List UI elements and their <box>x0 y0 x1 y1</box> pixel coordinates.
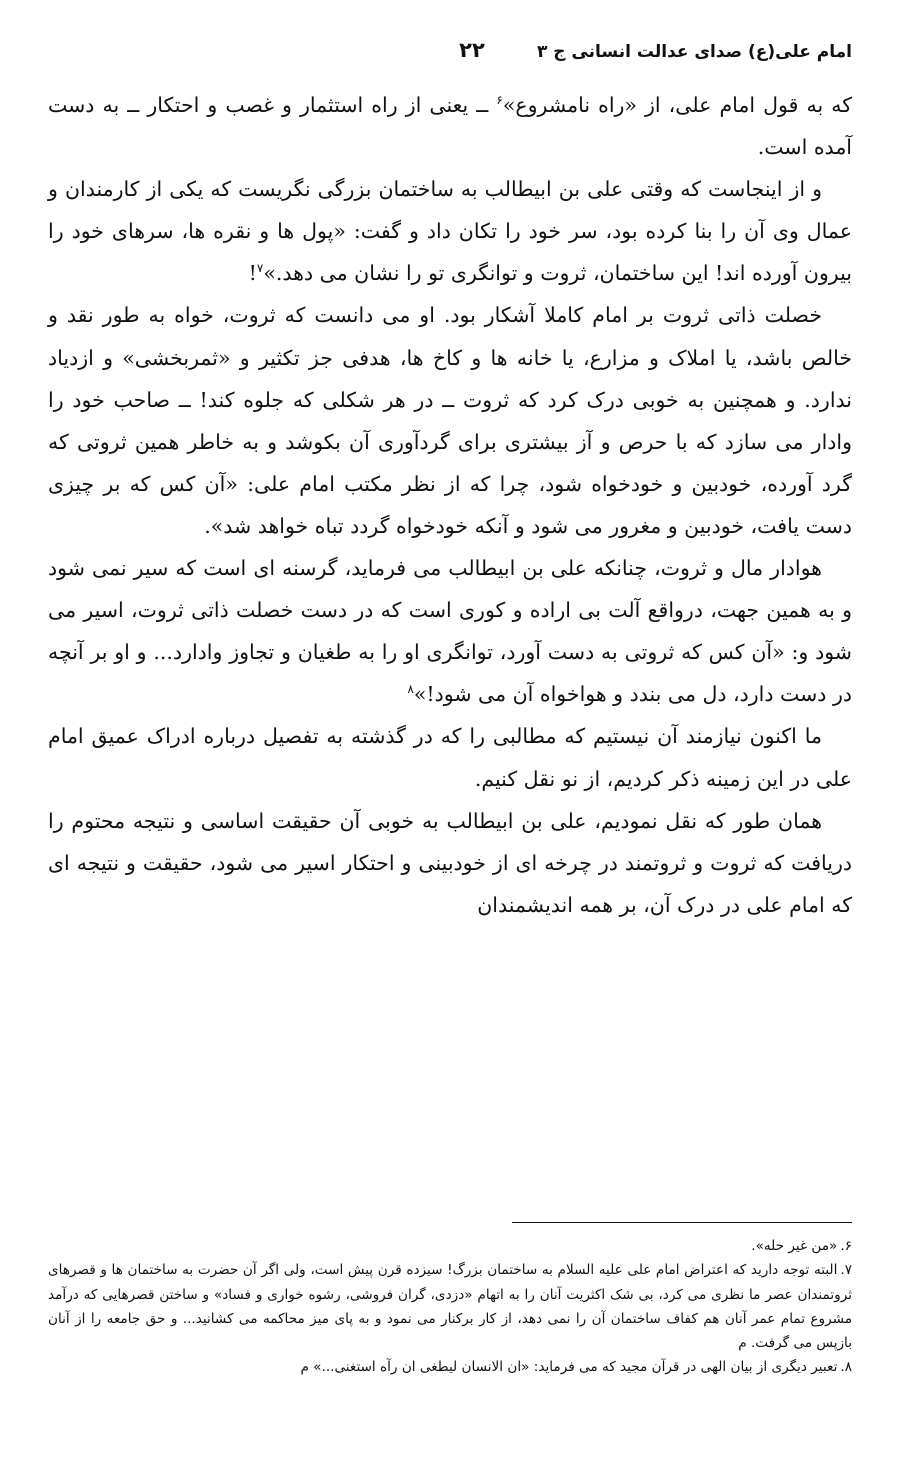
footnote-ref-6[interactable]: ۶ <box>496 93 503 108</box>
paragraph-2 <box>48 168 852 294</box>
paragraph-4 <box>48 547 852 715</box>
footnote-7 <box>48 1258 852 1355</box>
footnote-8 <box>48 1355 852 1379</box>
footnote-text: تعبیر دیگری از بیان الهی در قرآن مجید که می فرماید: «ان الانسان لیطغی ان رآه استغنی...» م <box>300 1359 838 1376</box>
footnote-number: ۷. <box>840 1262 852 1279</box>
paragraph-1-text-b: ــ یعنی از راه استثمار و غصب و احتکار ــ به دست آمده است. <box>48 93 852 160</box>
paragraph-3: خصلت ذاتی ثروت بر امام کاملا آشکار بود. او می دانست که ثروت، خواه به طور نقد و خالص باشد، یا املاک و مزارع، یا خانه ها و کاخ ها، هدفی جز تکثیر و «ثمربخشی» و ازدیاد ندارد. و همچنین به خوبی درک کرد که ثروت ــ در هر شکلی که جلوه کند! ــ صاحب خود را وادار می سازد که با حرص و آز بیشتری برای گردآوری آن بکوشد و به خاطر همین ثروتی که گرد آورده، خودبین و خودخواه شود، چرا که از نظر مکتب امام علی: «آن کس که بر چیزی دست یافت، خودبین و مغرور می شود و آنکه خودخواه گردد تباه خواهد شد». <box>48 303 852 538</box>
footnote-separator <box>512 1222 852 1223</box>
book-title: امام علی(ع) صدای عدالت انسانی ج ۳ <box>536 42 852 62</box>
footnote-ref-7[interactable]: ۷ <box>256 261 264 276</box>
paragraph-2-text-b: ! <box>248 261 257 286</box>
footnote-ref-8[interactable]: ۸ <box>407 682 414 697</box>
paragraph-6: همان طور که نقل نمودیم، علی بن ابیطالب به خوبی آن حقیقت اساسی و نتیجه محتوم را دریافت که ثروت و ثروتمند در چرخه ای از خودبینی و احتکار اسیر می شود، حقیقت و نتیجه ای که امام علی در درک آن، بر همه اندیشمندان <box>48 808 852 917</box>
paragraph-1 <box>48 84 852 168</box>
footnote-number: ۸. <box>840 1359 852 1376</box>
main-text <box>48 84 852 926</box>
footnotes <box>48 1234 852 1380</box>
paragraph-1-text-a: که به قول امام علی، از «راه نامشروع» <box>502 93 852 117</box>
paragraph-2-text-a: و از اینجاست که وقتی علی بن ابیطالب به ساختمان بزرگی نگریست که یکی از کارمندان و عمال وی آن را بنا کرده بود، سر خود را تکان داد و گفت: «پول ها و نقره ها، سرهای خود را بیرون آورده اند! این ساختمان، ثروت و توانگری تو را نشان می دهد.» <box>48 177 852 286</box>
paragraph-4-text-a: هوادار مال و ثروت، چنانکه علی بن ابیطالب می فرماید، گرسنه ای است که سیر نمی شود و به همین جهت، درواقع آلت بی اراده و کوری است که در دست خصلت ذاتی ثروت، اسیر می شود و: «آن کس که ثروتی به دست آورد، توانگری او را به طغیان و تجاوز وادارد... و او بر آنچه در دست دارد، دل می بندد و هواخواه آن می شود!» <box>48 556 852 707</box>
running-header <box>48 38 852 78</box>
footnote-text: البته توجه دارید که اعتراض امام علی علیه السلام به ساختمان بزرگ! سیزده قرن پیش است، ولی اگر آن حضرت به ساختمان ها و قصرهای ثروتمندان عصر ما نظری می کرد، بی شک اکثریت آنان را به اتهام «دزدی، گران فروشی، رشوه خواری و فساد» و ساختن قصرهایی که درآمد مشروع تمام عمر آنان هم کفاف ساختمان آن را نمی دهد، از کار برکنار می نمود و به پای میز محاکمه می کشانید... و حق جامعه را از آنان بازپس می گرفت. م <box>48 1262 852 1352</box>
footnote-number: ۶. <box>840 1238 852 1254</box>
page-number: ۲۲ <box>459 38 485 62</box>
footnote-6 <box>48 1234 852 1258</box>
paragraph-5: ما اکنون نیازمند آن نیستیم که مطالبی را که در گذشته به تفصیل درباره ادراک عمیق امام علی در این زمینه ذکر کردیم، از نو نقل کنیم. <box>48 724 852 791</box>
footnote-text: «من غیر حله». <box>751 1238 838 1254</box>
